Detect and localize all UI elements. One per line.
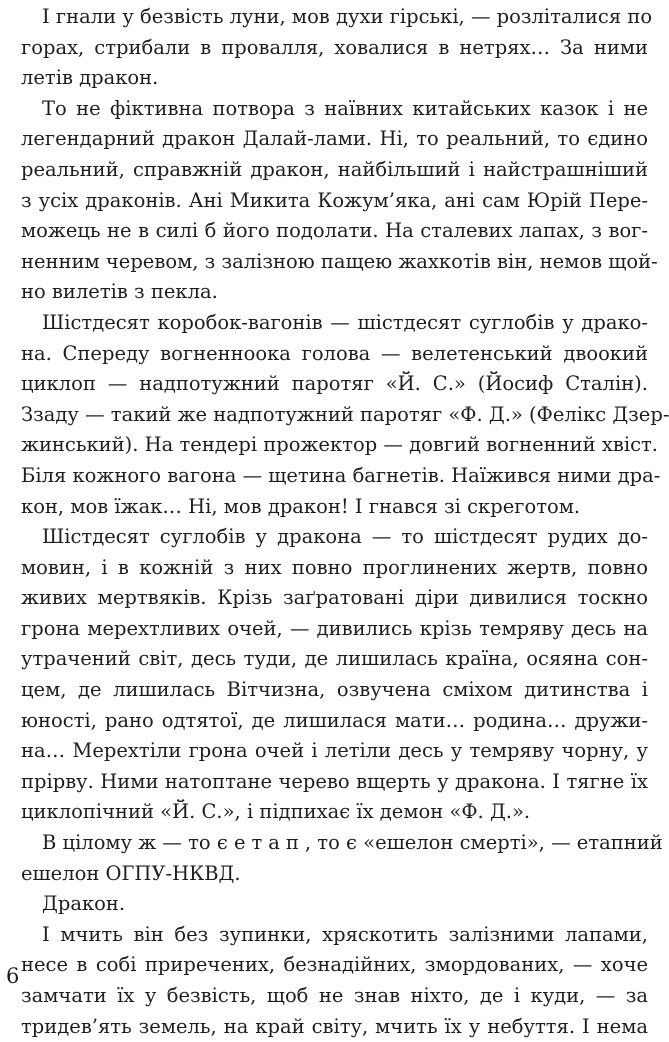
paragraph-3 xyxy=(21,308,669,522)
text-line: тридев’ять земель, на край світу, мчить їх у небуття. І нема xyxy=(21,1014,648,1038)
text-line: живих мертвяків. Крізь заґратовані діри дивилися тоскно xyxy=(21,586,648,610)
text-line: горах, стрибали в провалля, ховалися в нетрях… За ними xyxy=(21,35,648,59)
paragraph-6 xyxy=(21,889,648,920)
text-line: замчати їх у безвість, щоб не знав ніхто, де і куди, — за xyxy=(21,984,648,1007)
paragraph-5 xyxy=(21,828,663,889)
text-line: ешелон ОГПУ-НКВД. xyxy=(21,861,241,885)
text-line: То не фіктивна потвора з наївних китайських казок і не xyxy=(42,96,648,120)
text-line: прірву. Ними натоптане черево вщерть у дракона. І тягне їх xyxy=(21,769,648,793)
text-line: з усіх драконів. Ані Микита Кожум’яка, ані сам Юрій Пере- xyxy=(21,188,648,212)
text-line: на. Спереду вогненноока голова — велетенський двоокий xyxy=(21,341,648,365)
text-line: утрачений світ, десь туди, де лишилась країна, осяяна сон- xyxy=(21,647,648,671)
page-number: 6 xyxy=(6,964,20,988)
text-line: летів дракон. xyxy=(21,66,159,90)
text-line: цем, де лишилась Вітчизна, озвучена сміхом дитинства і xyxy=(21,678,648,702)
text-line: грона мерехтливих очей, — дивились крізь темряву десь на xyxy=(21,616,648,640)
text-line: І гнали у безвість луни, мов духи гірські, — розліталися по xyxy=(42,5,653,28)
text-line: Шістдесят суглобів у дракона — то шістдесят рудих до- xyxy=(42,525,648,549)
text-line: жинський). На тендері прожектор — довгий вогненний хвіст. xyxy=(21,433,658,457)
text-line: юності, рано одтятої, де лишилася мати… родина… дружи- xyxy=(21,708,648,732)
text-line-spaced: В цілому ж — то є етап, то є «ешелон смерті», — етапний xyxy=(42,831,663,855)
text-line: несе в собі приречених, безнадійних, змордованих, — хоче xyxy=(21,953,648,977)
text-line: Біля кожного вагона — щетина багнетів. Наїжився ними дра- xyxy=(21,463,661,487)
text-line: реальний, справжній дракон, найбільший і найстрашніший xyxy=(21,157,648,181)
text-line: Ззаду — такий же надпотужний паротяг «Ф. Д.» (Фелікс Дзер- xyxy=(21,402,669,426)
text-line: кон, мов їжак… Ні, мов дракон! І гнався зі скреготом. xyxy=(21,494,581,518)
text-line: І мчить він без зупинки, хряскотить залізними лапами, xyxy=(42,922,648,946)
text-line: циклопічний «Й. С.», і підпихає їх демон «Ф. Д.». xyxy=(21,800,531,824)
text-line: легендарний дракон Далай-лами. Ні, то реальний, то єдино xyxy=(21,127,648,151)
text-line: Шістдесят коробок-вагонів — шістдесят суглобів у драко- xyxy=(42,310,648,334)
paragraph-2 xyxy=(21,94,658,308)
text-line: ненним черевом, з залізною пащею жахкотів він, немов щой- xyxy=(21,249,658,273)
text-line: но вилетів з пекла. xyxy=(21,280,218,304)
text-line: Дракон. xyxy=(42,892,126,916)
spaced-emphasis: етап xyxy=(233,831,305,855)
paragraph-1 xyxy=(21,2,653,94)
text-line: можець не в силі б його подолати. На сталевих лапах, з вог- xyxy=(21,219,648,243)
text-line: мовин, і в кожній з них повно проглинених жертв, повно xyxy=(21,555,648,579)
text-line: на… Мерехтіли грона очей і летіли десь у темряву чорну, у xyxy=(21,739,648,763)
paragraph-4 xyxy=(21,522,648,828)
paragraph-7 xyxy=(21,920,648,1042)
text-line: циклоп — надпотужний паротяг «Й. С.» (Йосиф Сталін). xyxy=(21,372,648,396)
